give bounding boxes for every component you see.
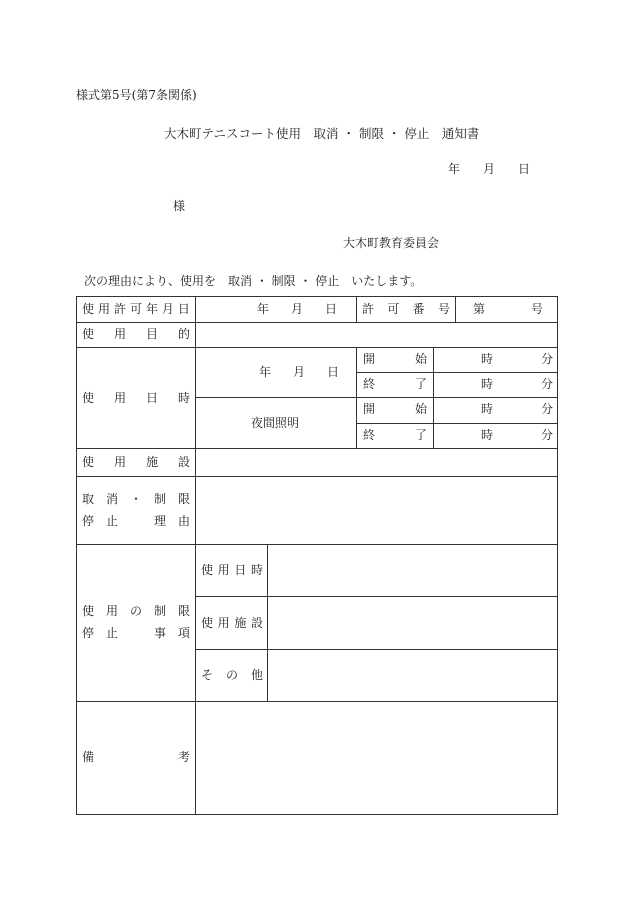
permit-number-field: 第 号 xyxy=(473,302,543,316)
purpose-label: 使 用 目 的 xyxy=(82,327,190,341)
remarks-label: 備 考 xyxy=(82,750,190,764)
permit-date-fields: 年 月 日 xyxy=(257,302,337,316)
night-light-label: 夜間照明 xyxy=(251,416,300,430)
permit-date-label: 使 用 許 可 年 月 日 xyxy=(82,302,190,316)
reason-label-line2: 停 止 理 由 xyxy=(82,514,190,528)
minute-label: 分 xyxy=(541,402,554,416)
restriction-label-line1: 使 用 の 制 限 xyxy=(82,604,190,618)
reason-label-line1: 取 消 ・ 制 限 xyxy=(82,492,190,506)
hour-label: 時 xyxy=(481,402,494,416)
issue-date xyxy=(448,160,530,177)
issuer-name: 大木町教育委員会 xyxy=(343,236,440,250)
restriction-label-line2: 停 止 事 項 xyxy=(82,626,190,640)
form-number: 様式第5号(第7条関係) xyxy=(76,88,197,102)
hour-label: 時 xyxy=(481,377,494,391)
minute-label: 分 xyxy=(541,377,554,391)
datetime-label: 使 用 日 時 xyxy=(82,391,190,405)
usage-date-fields: 年 月 日 xyxy=(259,365,339,379)
end-label: 終 了 xyxy=(363,377,427,391)
notice-form-table xyxy=(76,296,558,815)
notice-text: 次の理由により、使用を 取消 ・ 制限 ・ 停止 いたします。 xyxy=(84,274,423,288)
addressee-suffix: 様 xyxy=(173,199,186,213)
year-label: 年 xyxy=(448,162,461,176)
facility-label: 使 用 施 設 xyxy=(82,455,190,469)
restriction-item-other: そ の 他 xyxy=(201,668,263,682)
start-label: 開 始 xyxy=(363,352,427,366)
night-end-label: 終 了 xyxy=(363,428,427,442)
restriction-item-datetime: 使 用 日 時 xyxy=(201,563,263,577)
month-label: 月 xyxy=(482,162,495,176)
hour-label: 時 xyxy=(481,352,494,366)
day-label: 日 xyxy=(517,162,530,176)
permit-number-label: 許 可 番 号 xyxy=(362,302,450,316)
document-title: 大木町テニスコート使用 取消 ・ 制限 ・ 停止 通知書 xyxy=(164,126,480,141)
minute-label: 分 xyxy=(541,428,554,442)
restriction-item-facility: 使 用 施 設 xyxy=(201,616,263,630)
minute-label: 分 xyxy=(541,352,554,366)
night-start-label: 開 始 xyxy=(363,402,427,416)
hour-label: 時 xyxy=(481,428,494,442)
